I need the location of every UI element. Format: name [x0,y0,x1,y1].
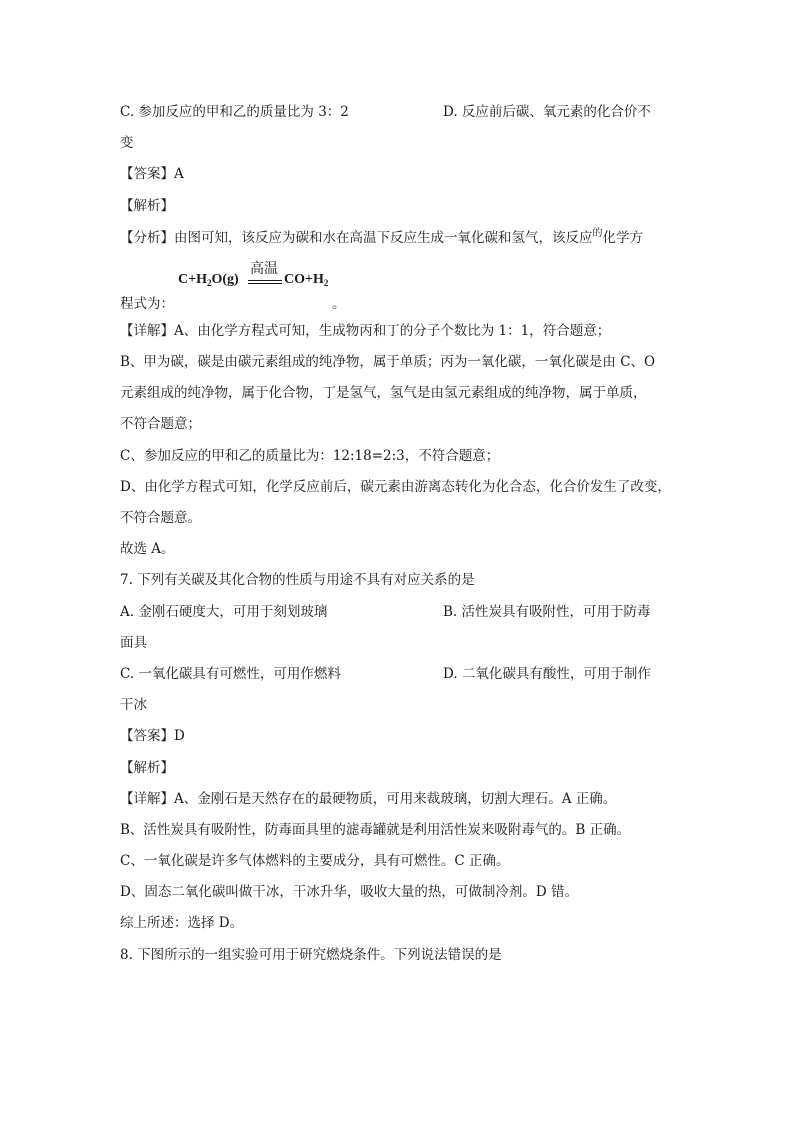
q6-fenxi-line: 【分析】由图可知，该反应为碳和水在高温下反应生成一氧化碳和氢气，该反应$^的$化学方 [120,228,643,246]
chemical-equation: $C+H_2O(g)$ 高温 $CO+H_2$ [178,258,338,292]
q6-detail-b1: B、甲为碳，碳是由碳元素组成的纯净物，属于单质；丙为一氧化碳，一氧化碳是由 C、O [120,354,656,370]
q7-stem: 7. 下列有关碳及其化合物的性质与用途不具有对应关系的是 [120,572,475,588]
equation-bar-top [248,280,282,281]
answer-tag: 【答案】 [120,728,174,744]
answer-value: D [174,728,185,744]
q6-option-c: C. 参加反应的甲和乙的质量比为 3：2 [120,104,349,120]
equation-bar-bottom [248,283,282,284]
q7-option-b-wrap: 面具 [120,635,147,651]
q7-conclusion: 综上所述：选择 D。 [120,915,244,931]
q6-fenxi-line2-suffix: 。 [332,296,346,312]
fenxi-tag: 【分析】 [120,230,174,246]
q6-detail-d1: D、由化学方程式可知，化学反应前后，碳元素由游离态转化为化合态，化合价发生了改变， [120,479,671,495]
q6-detail-c: C、参加反应的甲和乙的质量比为：12:18=2:3，不符合题意； [120,448,500,464]
q6-detail-a: 【详解】A、由化学方程式可知，生成物丙和丁的分子个数比为 1：1，符合题意； [120,323,611,339]
reaction-condition: 高温 [250,261,278,277]
detail-tag: 【详解】 [120,323,174,339]
q8-stem: 8. 下图所示的一组实验可用于研究燃烧条件。下列说法错误的是 [120,947,502,963]
q7-option-a: A. 金刚石硬度大，可用于刻划玻璃 [120,604,328,620]
q6-detail-d2: 不符合题意。 [120,510,201,526]
q7-detail-a: 【详解】A、金刚石是天然存在的最硬物质，可用来裁玻璃，切割大理石。A 正确。 [120,791,617,807]
q6-analysis-tag: 【解析】 [120,198,174,214]
q7-detail-b: B、活性炭具有吸附性，防毒面具里的滤毒罐就是利用活性炭来吸附毒气的。B 正确。 [120,822,631,838]
q7-answer-line [120,726,185,746]
q6-conclusion: 故选 A。 [120,541,175,557]
q7-option-d-wrap: 干冰 [120,697,147,713]
q6-detail-b3: 不符合题意； [120,416,201,432]
q7-detail-c: C、一氧化碳是许多气体燃料的主要成分，具有可燃性。C 正确。 [120,853,510,869]
q6-answer-line [120,164,184,184]
q7-option-d: D. 二氧化碳具有酸性，可用于制作 [443,666,651,682]
q7-option-b: B. 活性炭具有吸附性，可用于防毒 [443,604,651,620]
q7-option-c: C. 一氧化碳具有可燃性，可用作燃料 [120,666,341,682]
q6-option-d: D. 反应前后碳、氧元素的化合价不 [443,104,651,120]
answer-value: A [174,166,184,182]
q6-detail-b2: 元素组成的纯净物，属于化合物，丁是氢气，氢气是由氢元素组成的纯净物，属于单质， [120,385,647,401]
q7-detail-d: D、固态二氧化碳叫做干冰，干冰升华，吸收大量的热，可做制冷剂。D 错。 [120,884,578,900]
detail-tag: 【详解】 [120,791,174,807]
q7-analysis-tag: 【解析】 [120,760,174,776]
q6-fenxi-line2-prefix: 程式为： [120,296,174,312]
q6-option-d-wrap: 变 [120,135,134,151]
answer-tag: 【答案】 [120,166,174,182]
